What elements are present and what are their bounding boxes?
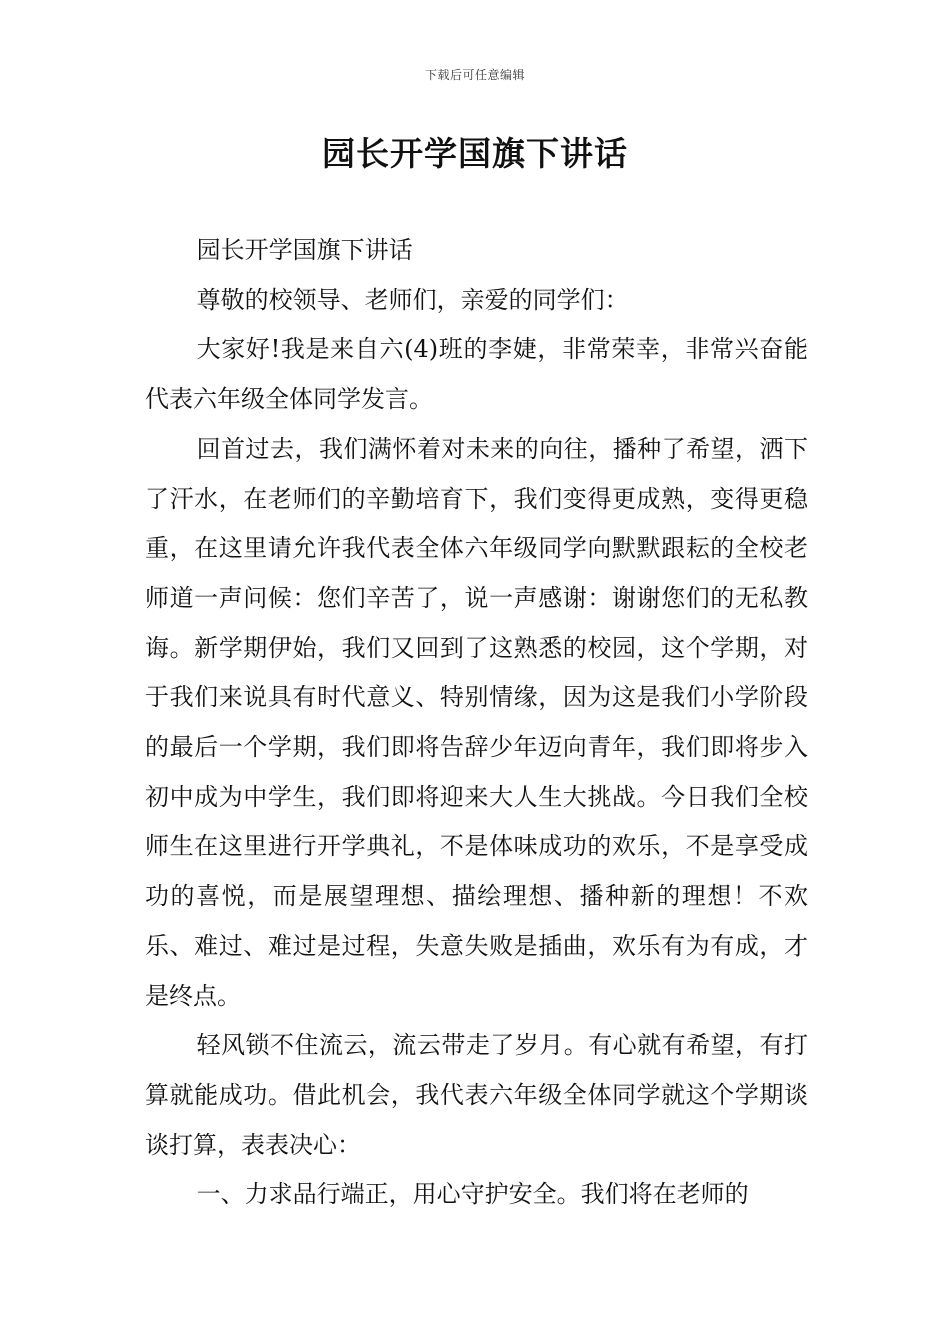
page-header-note: 下载后可任意编辑 (424, 68, 525, 82)
paragraph-salutation: 尊敬的校领导、老师们，亲爱的同学们： (196, 285, 629, 314)
paragraph-plans-intro: 轻风锁不住流云，流云带走了岁月。有心就有希望，有打算就能成功。借此机会，我代表六年级全体同学就这个学期谈谈打算，表表决心： (145, 1031, 808, 1159)
paragraph-plan-one: 一、力求品行端正，用心守护安全。我们将在老师的 (196, 1180, 749, 1209)
paragraph-review: 回首过去，我们满怀着对未来的向往，播种了希望，洒下了汗水，在老师们的辛勤培育下，我们变得更成熟，变得更稳重，在这里请允许我代表全体六年级同学向默默跟耘的全校老师道一声问候：您们辛苦了，说一声感谢：谢谢您们的无私教诲。新学期伊始，我们又回到了这熟悉的校园，这个学期，对于我们来说具有时代意义、特别情缘，因为这是我们小学阶段的最后一个学期，我们即将告辞少年迈向青年，我们即将步入初中成为中学生，我们即将迎来大人生大挑战。今日我们全校师生在这里进行开学典礼，不是体味成功的欢乐，不是享受成功的喜悦，而是展望理想、描绘理想、播种新的理想！不欢乐、难过、难过是过程，失意失败是插曲，欢乐有为有成，才是终点。 (145, 434, 808, 1010)
paragraph-greeting: 大家好!我是来自六(4)班的李婕，非常荣幸，非常兴奋能代表六年级全体同学发言。 (145, 335, 808, 414)
paragraph-heading: 园长开学国旗下讲话 (196, 236, 413, 264)
document-title: 园长开学国旗下讲话 (322, 134, 628, 173)
document-body (145, 226, 808, 1220)
